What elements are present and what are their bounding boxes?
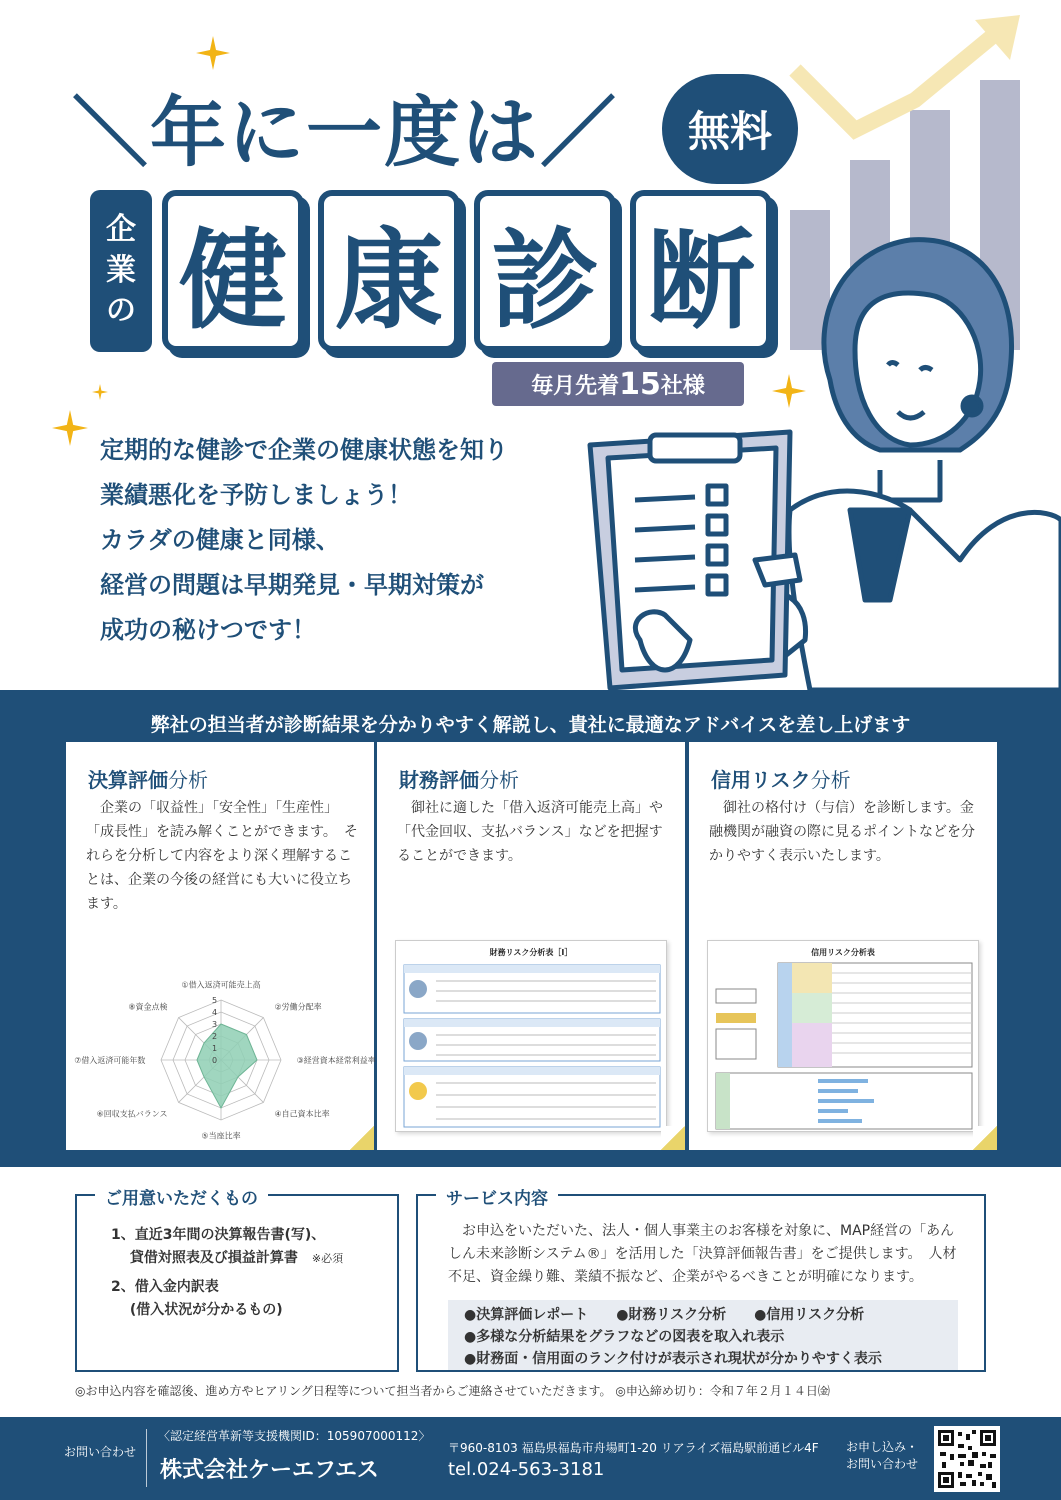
radar-tick-label: 5 bbox=[212, 996, 218, 1005]
card-title bbox=[399, 764, 519, 793]
lead-line: 経営の問題は早期発見・早期対策が bbox=[100, 571, 484, 599]
report-table-graphic bbox=[396, 959, 668, 1131]
application-note: ◎お申込内容を確認後、進め方やヒアリング日程等について担当者からご連絡させていただきます。 ◎申込締め切り：令和７年２月１４日㈮ bbox=[75, 1384, 830, 1398]
prep-list bbox=[111, 1224, 343, 1322]
consultant-illustration bbox=[580, 40, 1061, 690]
feature-item: ●決算評価レポート ●財務リスク分析 ●信用リスク分析 bbox=[464, 1307, 865, 1323]
report-table-graphic bbox=[708, 959, 980, 1131]
qr-code-icon[interactable] bbox=[934, 1426, 1000, 1492]
hero-section bbox=[0, 0, 1061, 690]
lead-line: 定期的な健診で企業の健康状態を知り bbox=[100, 436, 508, 464]
company-label bbox=[90, 190, 152, 352]
footer-divider bbox=[146, 1429, 147, 1487]
service-box bbox=[416, 1189, 986, 1372]
card-title-thin: 分析 bbox=[479, 768, 519, 792]
prep-item: 2、借入金内訳表 bbox=[111, 1279, 219, 1295]
prep-item: 1、直近3年間の決算報告書(写)、 bbox=[111, 1227, 326, 1243]
radar-axis-label: ⑧資金点検 bbox=[128, 1002, 168, 1012]
prep-box bbox=[75, 1189, 399, 1372]
lead-line: 業績悪化を予防しましょう！ bbox=[100, 481, 412, 509]
card-title-thin: 分析 bbox=[810, 768, 851, 792]
monthly-prefix: 毎月先着 bbox=[531, 373, 620, 399]
headline: ＼年に一度は／ bbox=[72, 88, 618, 177]
service-box-title: サービス内容 bbox=[436, 1184, 558, 1209]
monthly-number: 15 bbox=[619, 366, 661, 402]
sparkle-icon bbox=[196, 36, 230, 70]
radar-axis-label: ④自己資本比率 bbox=[274, 1109, 330, 1119]
card-title bbox=[711, 764, 851, 793]
card-title-thin: 分析 bbox=[168, 768, 208, 792]
prep-title: ご用意いただくもの bbox=[95, 1184, 268, 1209]
card-title-bold: 決算評価 bbox=[88, 768, 168, 792]
prep-item: (借入状況が分かるもの) bbox=[111, 1302, 283, 1318]
card-title-bold: 財務評価 bbox=[399, 768, 479, 792]
apply-label bbox=[846, 1439, 918, 1473]
details-section bbox=[0, 1167, 1061, 1417]
radar-chart bbox=[74, 974, 376, 1141]
radar-axis-label: ⑥回収支払バランス bbox=[96, 1109, 168, 1119]
radar-data-area bbox=[197, 1024, 257, 1108]
radar-axis-label: ①借入返済可能売上高 bbox=[181, 980, 261, 990]
company-name: 株式会社ケーエフエス bbox=[160, 1458, 379, 1483]
radar-tick-label: 1 bbox=[212, 1044, 218, 1053]
clipboard-icon bbox=[590, 432, 800, 688]
feature-list bbox=[448, 1300, 958, 1370]
services-heading: 弊社の担当者が診断結果を分かりやすく解説し、貴社に最適なアドバイスを差し上げます bbox=[150, 714, 911, 736]
sparkle-icon bbox=[52, 410, 88, 446]
radar-axis-label: ⑤当座比率 bbox=[201, 1131, 241, 1141]
title-kanji: 診 bbox=[474, 190, 616, 352]
certification-id: 〈認定経営革新等支援機関ID：105907000112〉 bbox=[158, 1429, 431, 1443]
apply-line: お問い合わせ bbox=[846, 1457, 919, 1471]
page-fold bbox=[350, 1126, 374, 1150]
card-text: 御社の格付け（与信）を診断します。金融機関が融資の際に見るポイントなどを分かりやすく表示いたします。 bbox=[709, 800, 975, 864]
feature-item: ●財務面・信用面のランク付けが表示され現状が分かりやすく表示 bbox=[464, 1351, 882, 1367]
contact-label: お問い合わせ bbox=[64, 1445, 137, 1459]
company-address: 〒960-8103 福島県福島市舟場町1-20 リアライズ福島駅前通ビル4F bbox=[448, 1441, 819, 1455]
radar-tick-label: 0 bbox=[212, 1056, 218, 1065]
radar-axis-label: ②労働分配率 bbox=[274, 1002, 322, 1012]
required-mark: ※必須 bbox=[311, 1252, 344, 1265]
report-thumbnail bbox=[707, 940, 979, 1132]
phone-number[interactable]: tel.024-563-3181 bbox=[448, 1459, 605, 1480]
side-label-char: 企 bbox=[106, 212, 136, 248]
monthly-suffix: 社様 bbox=[660, 373, 705, 399]
page-fold bbox=[661, 1126, 685, 1150]
side-label-char: 業 bbox=[106, 252, 136, 288]
lead-line: 成功の秘けつです！ bbox=[100, 616, 316, 644]
title-kanji: 健 bbox=[162, 190, 304, 352]
title-kanji: 断 bbox=[630, 190, 772, 352]
service-description: お申込をいただいた、法人・個人事業主のお客様を対象に、MAP経営の「あんしん未来診断システム®」を活用した「決算評価報告書」をご提供します。 人材不足、資金繰り難、業績不振など、企業がやるべきことが明確になります。 bbox=[448, 1223, 957, 1285]
free-badge: 無料 bbox=[662, 74, 798, 184]
radar-axis-label: ⑦借入返済可能年数 bbox=[74, 1056, 146, 1065]
prep-item-text: 貸借対照表及び損益計算書 bbox=[111, 1250, 298, 1266]
report-thumbnail bbox=[395, 940, 667, 1132]
prep-item bbox=[111, 1247, 343, 1270]
radar-tick-label: 2 bbox=[212, 1032, 218, 1041]
card-title bbox=[88, 764, 208, 793]
radar-tick-label: 3 bbox=[212, 1020, 218, 1029]
radar-axis-label: ③経営資本経常利益率 bbox=[296, 1056, 376, 1065]
card-financial-evaluation bbox=[377, 742, 685, 1150]
title-kanji: 康 bbox=[318, 190, 460, 352]
card-text: 御社に適した「借入返済可能売上高」や「代金回収、支払バランス」などを把握することができます。 bbox=[397, 800, 663, 864]
card-text: 企業の「収益性」「安全性」「生産性」「成長性」を読み解くことができます。 それらを分析して内容をより深く理解することは、企業の今後の経営にも大いに役立ちます。 bbox=[86, 800, 358, 912]
lead-line: カラダの健康と同様、 bbox=[100, 526, 340, 554]
apply-line: お申し込み・ bbox=[846, 1440, 919, 1454]
sparkle-icon bbox=[92, 384, 108, 400]
feature-item: ●多様な分析結果をグラフなどの図表を取入れ表示 bbox=[464, 1329, 785, 1345]
services-section bbox=[0, 690, 1061, 1167]
card-credit-risk bbox=[689, 742, 997, 1150]
report-title: 信用リスク分析表 bbox=[811, 948, 875, 957]
radar-tick-label: 4 bbox=[212, 1008, 218, 1017]
card-financial-results bbox=[66, 742, 374, 1150]
report-title: 財務リスク分析表［Ⅰ］ bbox=[489, 948, 573, 957]
page-fold bbox=[973, 1126, 997, 1150]
lead-text bbox=[100, 428, 508, 653]
footer bbox=[0, 1417, 1061, 1500]
card-title-bold: 信用リスク bbox=[711, 768, 811, 792]
side-label-char: の bbox=[106, 293, 136, 329]
